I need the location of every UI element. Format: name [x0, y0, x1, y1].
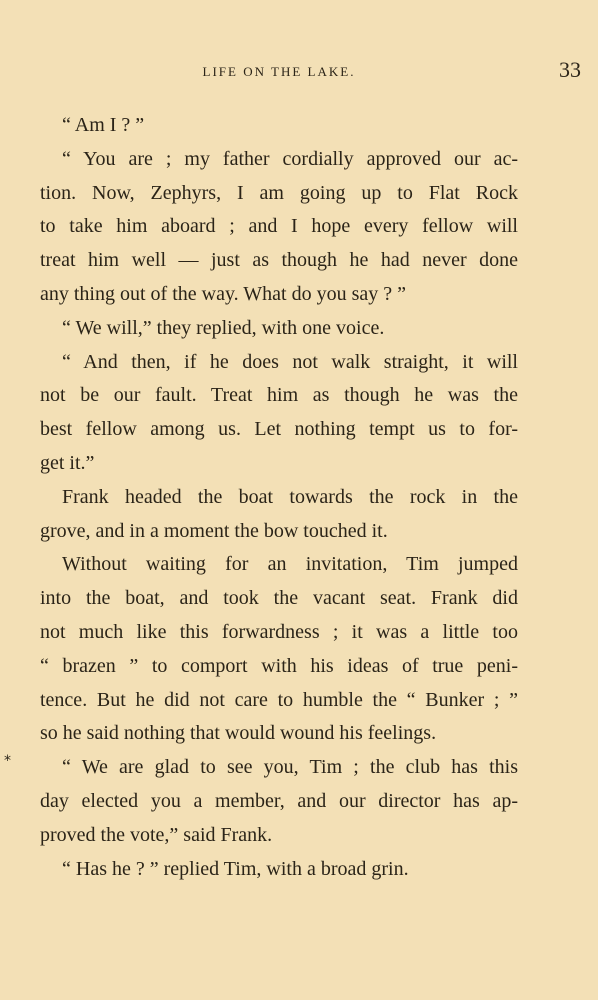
text-line: grove, and in a moment the bow touched it. [40, 519, 388, 542]
page-number: 33 [559, 57, 581, 82]
text-line: “ Has he ? ” replied Tim, with a broad grin. [62, 857, 409, 880]
running-head: LIFE ON THE LAKE. [202, 64, 356, 79]
text-line: treat him well — just as though he had never done [40, 249, 518, 272]
text-line: not be our fault. Treat him as though he was the [40, 384, 518, 407]
body-text [40, 109, 518, 886]
text-line: into the boat, and took the vacant seat. Frank did [40, 587, 518, 610]
text-line: to take him aboard ; and I hope every fellow will [40, 215, 518, 238]
text-line: “ We are glad to see you, Tim ; the club has this [62, 756, 518, 779]
text-line: Frank headed the boat towards the rock in the [62, 485, 518, 508]
page-header [40, 57, 581, 82]
text-line: “ And then, if he does not walk straight, it will [62, 350, 518, 373]
text-line: “ You are ; my father cordially approved our ac- [62, 147, 518, 170]
text-line: “ Am I ? ” [62, 114, 145, 136]
text-line: best fellow among us. Let nothing tempt us to for- [40, 418, 518, 441]
text-line: any thing out of the way. What do you say ? ” [40, 282, 407, 305]
text-line: so he said nothing that would wound his feelings. [40, 722, 437, 745]
text-line: tion. Now, Zephyrs, I am going up to Flat Rock [40, 181, 518, 204]
text-line: get it.” [40, 451, 95, 474]
text-line: tence. But he did not care to humble the “ Bunker ; ” [40, 688, 518, 711]
stray-ink-mark: * [4, 753, 11, 769]
text-line: Without waiting for an invitation, Tim jumped [62, 553, 518, 576]
text-line: proved the vote,” said Frank. [40, 823, 273, 846]
text-line: not much like this forwardness ; it was a little too [40, 620, 518, 643]
text-line: “ brazen ” to comport with his ideas of true peni- [40, 654, 518, 677]
text-line: “ We will,” they replied, with one voice. [62, 316, 385, 339]
text-line: day elected you a member, and our director has ap- [40, 789, 518, 812]
